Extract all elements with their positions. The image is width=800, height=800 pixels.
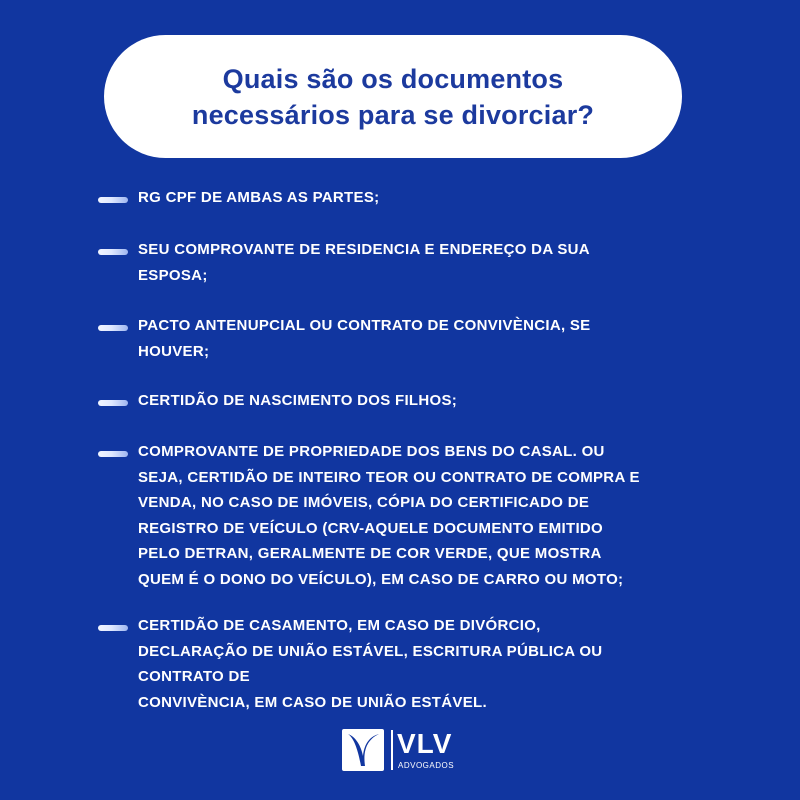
list-item-text: CERTIDÃO DE NASCIMENTO DOS FILHOS;	[138, 392, 458, 409]
list-item-text: PACTO ANTENUPCIAL OU CONTRATO DE CONVIVÈNCIA, SE HOUVER;	[138, 317, 591, 360]
vlv-monogram-icon	[341, 728, 385, 772]
bullet-icon	[98, 325, 128, 331]
list-item-text: RG CPF DE AMBAS AS PARTES;	[138, 189, 380, 206]
logo-subtitle: ADVOGADOS	[398, 761, 455, 770]
list-item-text: COMPROVANTE DE PROPRIEDADE DOS BENS DO CASAL. OU SEJA, CERTIDÃO DE INTEIRO TEOR OU CONTRATO DE COMPRA E VENDA, NO CASO DE IMÓVEIS, CÓPIA DO CERTIFICADO DE REGISTRO DE VEÍCULO (CRV-AQUELE DOCUMENTO EMITIDO PELO DETRAN, GERALMENTE DE COR VERDE, QUE MOSTRA QUEM É O DONO DO VEÍCULO), EM CASO DE CARRO OU MOTO;	[138, 443, 640, 588]
logo-divider	[391, 730, 393, 770]
list-item-text: CERTIDÃO DE CASAMENTO, EM CASO DE DIVÓRCIO, DECLARAÇÃO DE UNIÃO ESTÁVEL, ESCRITURA PÚBLICA OU CONTRATO DE CONVIVÈNCIA, EM CASO DE UNIÃO ESTÁVEL.	[138, 617, 603, 711]
bullet-icon	[98, 400, 128, 406]
bullet-icon	[98, 625, 128, 631]
logo-name: VLV	[397, 728, 453, 759]
bullet-icon	[98, 197, 128, 203]
page-title-line-1: Quais são os documentos	[222, 63, 564, 94]
vlv-logo	[341, 728, 481, 772]
list-item-text: SEU COMPROVANTE DE RESIDENCIA E ENDEREÇO DA SUA ESPOSA;	[138, 241, 590, 284]
bullet-icon	[98, 249, 128, 255]
bullet-icon	[98, 451, 128, 457]
page-title-line-2: necessários para se divorciar?	[191, 99, 595, 130]
